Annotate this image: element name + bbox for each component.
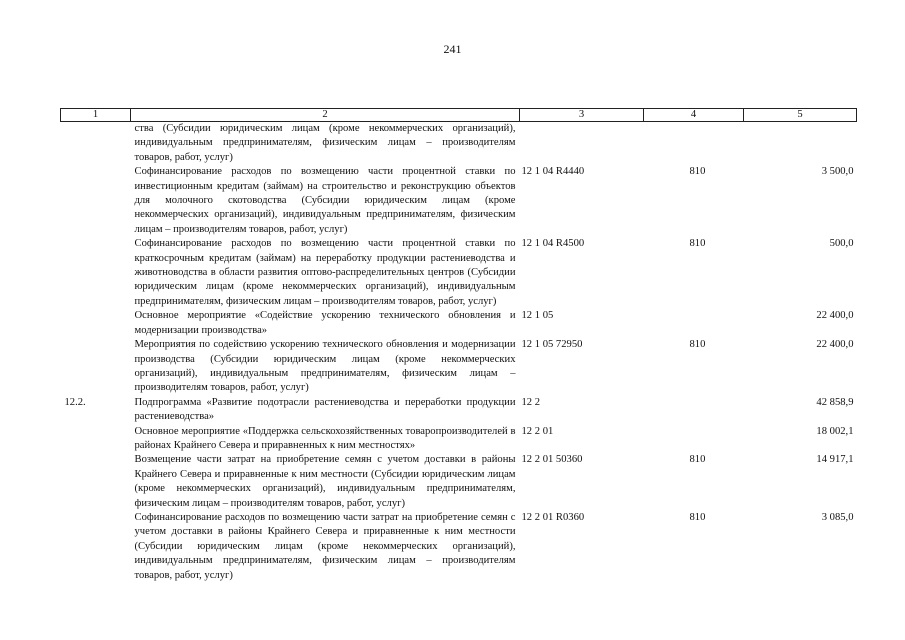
budget-table	[60, 108, 857, 583]
row-amount: 22 400,0	[816, 310, 854, 322]
table-row	[61, 338, 857, 396]
table-row	[61, 396, 857, 425]
row-amount: 22 400,0	[816, 339, 854, 351]
column-header: 3	[520, 109, 644, 122]
row-name: Софинансирование расходов по возмещению части процентной ставки по инвестиционным кредитам (займам) на строительство и реконструкцию объектов для молочного скотоводства (Субсидии юридическим лицам (кроме некоммерческих организаций), индивидуальным предпринимателям, физическим лицам – производителям товаров, работ, услуг)	[134, 166, 516, 235]
page-number: 241	[443, 42, 462, 56]
table-row	[61, 453, 857, 511]
row-expense-type: 810	[689, 238, 706, 250]
table-row	[61, 122, 857, 166]
row-code: 12 1 05	[521, 310, 554, 322]
row-code	[520, 122, 644, 166]
row-number	[61, 237, 131, 309]
row-name: Софинансирование расходов по возмещению части процентной ставки по краткосрочным кредитам (займам) на переработку продукции растениеводства и животноводства в области развития оптово-распределительных центров (Субсидии юридическим лицам (кроме некоммерческих организаций), индивидуальным предпринимателям, физическим лицам – производителям товаров, работ, услуг)	[134, 238, 516, 307]
row-number	[61, 165, 131, 237]
row-expense-type	[644, 396, 744, 425]
row-name: Основное мероприятие «Содействие ускорению технического обновления и модернизации производства»	[134, 310, 516, 336]
row-amount: 18 002,1	[816, 425, 854, 437]
table-header-row	[61, 109, 857, 122]
row-code: 12 2 01 50360	[521, 454, 583, 466]
table-row	[61, 511, 857, 583]
row-name: Возмещение части затрат на приобретение семян с учетом доставки в районы Крайнего Севера и приравненные к ним местности (Субсидии юридическим лицам (кроме некоммерческих организаций), индивидуальным предпринимателям, физическим лицам – производителям товаров, работ, услуг)	[134, 454, 516, 509]
row-number	[61, 511, 131, 583]
row-amount: 14 917,1	[816, 454, 854, 466]
row-name: Подпрограмма «Развитие подотрасли растениеводства и переработки продукции растениеводства»	[134, 396, 516, 423]
row-amount: 42 858,9	[816, 396, 854, 408]
table-row	[61, 237, 857, 309]
column-header: 5	[744, 109, 857, 122]
row-amount: 3 500,0	[821, 166, 854, 178]
row-number	[61, 425, 131, 454]
row-name: Мероприятия по содействию ускорению технического обновления и модернизации производства (Субсидии юридическим лицам (кроме некоммерческих организаций), индивидуальным предпринимателям, физическим лицам – производителям товаров, работ, услуг)	[134, 339, 516, 394]
row-code: 12 2 01 R0360	[521, 511, 585, 523]
column-header: 1	[61, 109, 131, 122]
column-header: 4	[644, 109, 744, 122]
row-amount: 500,0	[829, 238, 854, 250]
row-expense-type: 810	[689, 339, 706, 351]
row-expense-type	[644, 309, 744, 338]
row-code: 12 1 05 72950	[521, 339, 583, 351]
row-expense-type	[644, 122, 744, 166]
column-header: 2	[131, 109, 520, 122]
row-expense-type: 810	[689, 454, 706, 466]
row-amount	[744, 122, 857, 166]
row-code: 12 1 04 R4500	[521, 238, 585, 250]
row-name: ства (Субсидии юридическим лицам (кроме некоммерческих организаций), индивидуальным предпринимателям, физическим лицам – производителям товаров, работ, услуг)	[134, 123, 516, 163]
row-expense-type	[644, 425, 744, 454]
row-code: 12 2	[521, 396, 541, 408]
row-code: 12 2 01	[521, 425, 554, 437]
row-number	[61, 122, 131, 166]
table-row	[61, 309, 857, 338]
row-expense-type: 810	[689, 511, 706, 523]
row-expense-type: 810	[689, 166, 706, 178]
row-code: 12 1 04 R4440	[521, 166, 585, 178]
row-amount: 3 085,0	[821, 511, 854, 523]
row-number: 12.2.	[64, 396, 86, 408]
row-number	[61, 338, 131, 396]
row-number	[61, 453, 131, 511]
row-name: Софинансирование расходов по возмещению части затрат на приобретение семян с учетом доставки в районы Крайнего Севера и приравненные к ним местности (Субсидии юридическим лицам (кроме некоммерческих организаций), индивидуальным предпринимателям, физическим лицам – производителям товаров, работ, услуг)	[134, 511, 516, 581]
row-name: Основное мероприятие «Поддержка сельскохозяйственных товаропроизводителей в районах Крайнего Севера и приравненных к ним местностях»	[134, 425, 516, 451]
table-row	[61, 165, 857, 237]
row-number	[61, 309, 131, 338]
table-row	[61, 425, 857, 454]
